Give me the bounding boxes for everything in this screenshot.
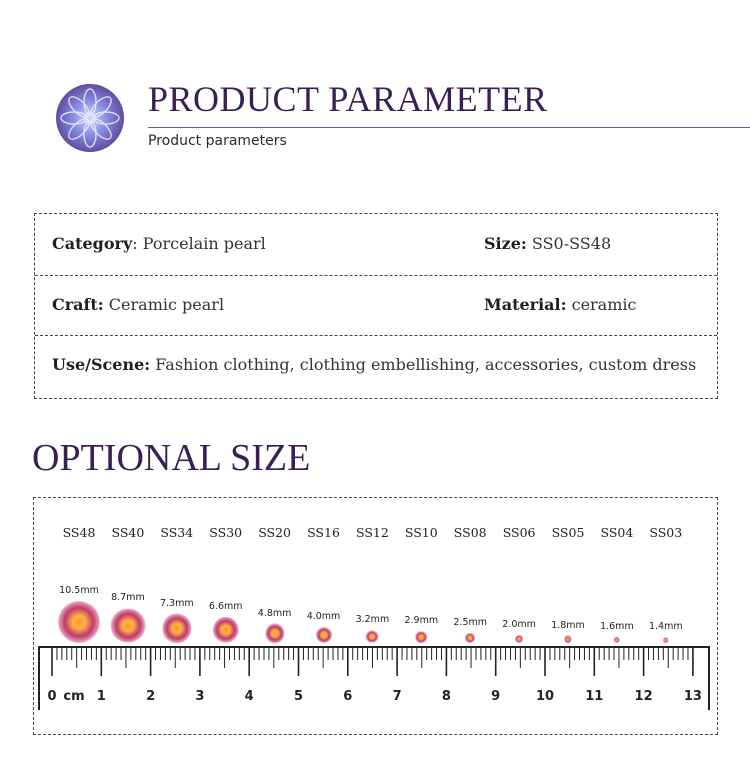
ruler: [38, 646, 710, 710]
size-mm-label: 1.6mm: [600, 620, 634, 632]
craft-value: Ceramic pearl: [103, 295, 225, 314]
size-code-label: SS16: [307, 525, 340, 540]
size-mm-label: 10.5mm: [59, 585, 99, 596]
ruler-number: 8: [441, 689, 451, 704]
size-mm-label: 2.9mm: [404, 615, 439, 627]
size-mm-label: 3.2mm: [355, 614, 390, 626]
ruler-number: 13: [683, 689, 702, 704]
ruler-number: 2: [146, 689, 156, 704]
size-code-label: SS40: [111, 525, 145, 540]
size-mm-label: 4.0mm: [306, 611, 341, 622]
stone-sample: [515, 635, 523, 643]
ruler-number: 10: [535, 689, 555, 704]
ruler-number: 5: [293, 689, 304, 704]
stone-sample: [416, 631, 428, 643]
size-cell: [484, 234, 611, 253]
stone-sample: [465, 633, 475, 643]
ruler-number: 7: [392, 689, 402, 704]
size-mm-label: 1.4mm: [648, 621, 683, 633]
size-mm-label: 8.7mm: [111, 592, 145, 604]
stone-sample: [58, 601, 100, 643]
size-code-label: SS03: [649, 525, 683, 540]
size-code-label: SS34: [160, 525, 194, 540]
ruler-number: 11: [585, 689, 604, 704]
page-title: PRODUCT PARAMETER: [148, 79, 548, 119]
material-label: Material:: [484, 295, 567, 314]
page-subtitle: Product parameters: [148, 133, 287, 149]
row-divider: [35, 335, 717, 336]
ruler-number: 0: [47, 689, 57, 704]
category-label: Category: [52, 234, 133, 253]
size-code-label: SS10: [404, 525, 438, 540]
stone-sample: [663, 637, 669, 643]
size-code-label: SS08: [453, 525, 487, 540]
parameter-table: [34, 213, 718, 399]
category-value: : Porcelain pearl: [132, 234, 266, 253]
size-mm-label: 4.8mm: [257, 607, 292, 619]
ruler-unit: cm: [63, 689, 85, 704]
title-divider: [148, 127, 750, 128]
size-mm-label: 1.8mm: [551, 619, 585, 631]
use-scene-value: Fashion clothing, clothing embellishing, accessories, custom dress: [150, 355, 697, 374]
optional-size-title: OPTIONAL SIZE: [32, 437, 311, 479]
stone-sample: [316, 627, 332, 643]
size-code-label: SS20: [258, 525, 291, 540]
craft-cell: [52, 295, 224, 314]
size-label: Size:: [484, 234, 527, 253]
stone-sample: [366, 630, 379, 643]
row-divider: [35, 275, 717, 276]
size-code-label: SS12: [355, 525, 389, 540]
category-cell: [52, 234, 266, 253]
size-code-label: SS30: [209, 525, 243, 540]
ruler-number: 9: [491, 689, 501, 704]
material-cell: [484, 295, 636, 314]
size-mm-label: 6.6mm: [208, 600, 243, 612]
ruler-number: 1: [96, 689, 106, 704]
use-scene-cell: [52, 355, 696, 374]
size-mm-label: 2.5mm: [453, 617, 487, 628]
size-code-label: SS06: [502, 525, 536, 540]
use-scene-label: Use/Scene:: [52, 355, 151, 374]
ruler-number: 4: [244, 689, 254, 704]
size-mm-label: 2.0mm: [502, 619, 536, 630]
ruler-number: 3: [195, 689, 205, 704]
size-code-label: SS04: [600, 525, 634, 540]
material-value: ceramic: [566, 295, 637, 314]
size-code-label: SS48: [62, 525, 96, 540]
ruler-number: 12: [634, 689, 653, 704]
size-code-label: SS05: [551, 525, 585, 540]
ruler-number: 6: [343, 689, 353, 704]
size-mm-label: 7.3mm: [159, 597, 194, 609]
stone-sample: [110, 608, 145, 643]
size-value: SS0-SS48: [526, 234, 612, 253]
flower-logo-icon: [55, 83, 125, 153]
ruler-frame: [39, 647, 709, 710]
craft-label: Craft:: [52, 295, 104, 314]
